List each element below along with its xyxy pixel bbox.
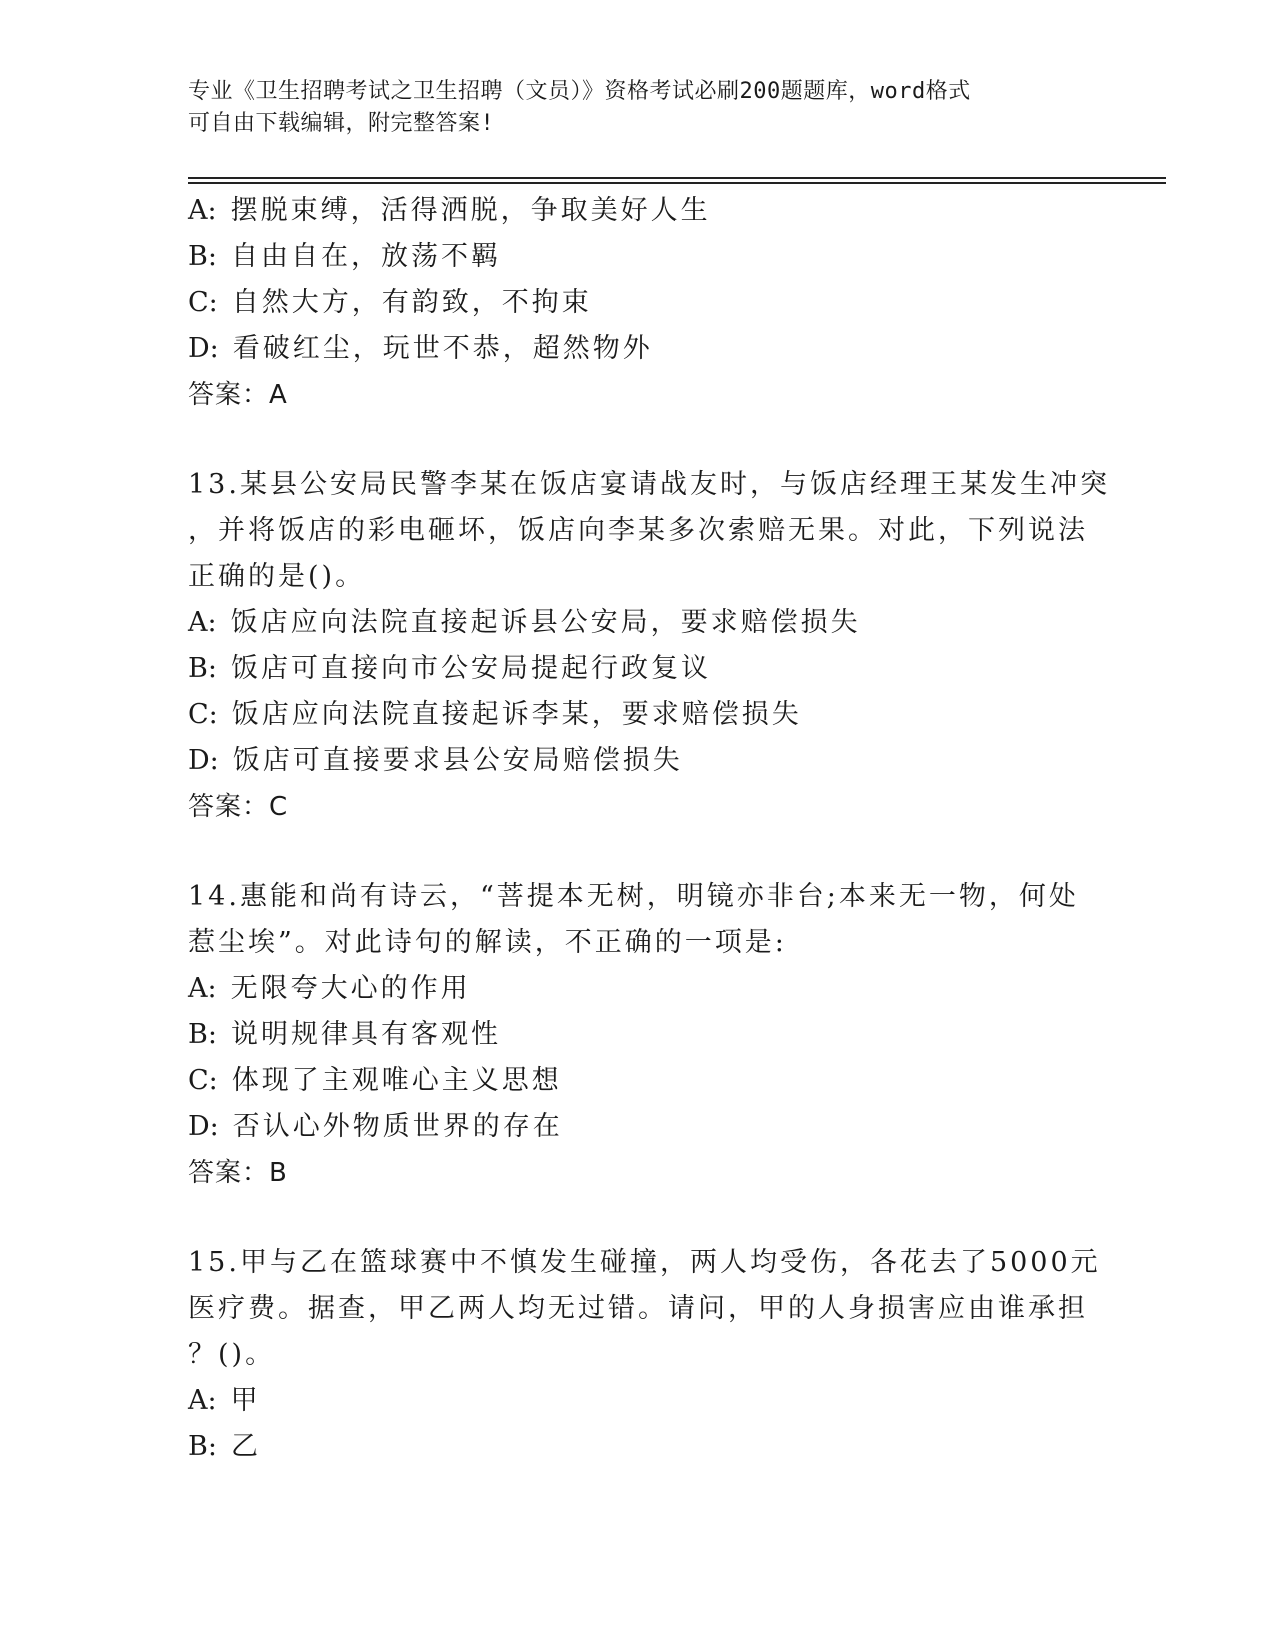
header-line-1: 专业《卫生招聘考试之卫生招聘（文员）》资格考试必刷200题题库，word格式 — [188, 79, 971, 104]
question-stem-line: 惹尘埃”。对此诗句的解读，不正确的一项是: — [188, 927, 787, 958]
question-stem-line: 13.某县公安局民警李某在饭店宴请战友时，与饭店经理王某发生冲突 — [188, 469, 1110, 500]
option-letter: D: — [188, 333, 219, 364]
option-letter: A: — [188, 195, 217, 226]
option-text: 无限夸大心的作用 — [230, 973, 471, 1004]
question-stem-line: ，并将饭店的彩电砸坏，饭店向李某多次索赔无果。对此，下列说法 — [188, 515, 1088, 546]
option-letter: B: — [188, 1431, 217, 1462]
option-letter: B: — [188, 653, 217, 684]
option-d — [188, 738, 1088, 784]
option-a — [188, 188, 1088, 234]
option-letter: A: — [188, 973, 217, 1004]
option-letter: C: — [188, 287, 218, 318]
option-letter: B: — [188, 241, 217, 272]
option-b — [188, 1424, 1088, 1470]
answer: 答案：B — [188, 1158, 288, 1188]
option-text: 自由自在，放荡不羁 — [230, 241, 501, 272]
option-a — [188, 600, 1088, 646]
option-text: 饭店可直接向市公安局提起行政复议 — [230, 653, 711, 684]
question-14 — [188, 874, 1088, 1196]
question-12 — [188, 188, 1088, 418]
question-stem-line: 正确的是()。 — [188, 561, 366, 592]
option-text: 摆脱束缚，活得洒脱，争取美好人生 — [230, 195, 711, 226]
option-text: 说明规律具有客观性 — [230, 1019, 501, 1050]
option-text: 饭店应向法院直接起诉李某，要求赔偿损失 — [231, 699, 802, 730]
option-text: 自然大方，有韵致，不拘束 — [231, 287, 592, 318]
option-letter: C: — [188, 1065, 218, 1096]
question-13 — [188, 462, 1110, 830]
question-stem-line: 15.甲与乙在篮球赛中不慎发生碰撞，两人均受伤，各花去了5000元 — [188, 1247, 1101, 1278]
option-b — [188, 646, 1088, 692]
answer: 答案：A — [188, 380, 288, 410]
question-15 — [188, 1240, 1101, 1470]
option-letter: D: — [188, 745, 219, 776]
option-letter: A: — [188, 1385, 217, 1416]
option-text: 否认心外物质世界的存在 — [232, 1111, 563, 1142]
option-c — [188, 1058, 1088, 1104]
option-text: 看破红尘，玩世不恭，超然物外 — [232, 333, 653, 364]
option-letter: A: — [188, 607, 217, 638]
header-rule-bottom — [188, 182, 1166, 184]
question-list — [188, 188, 1110, 1470]
option-letter: C: — [188, 699, 218, 730]
option-text: 乙 — [230, 1431, 261, 1462]
option-b — [188, 1012, 1088, 1058]
option-d — [188, 326, 1088, 372]
question-stem-line: ？()。 — [188, 1339, 276, 1370]
document-header — [188, 76, 1088, 140]
option-letter: B: — [188, 1019, 217, 1050]
option-a — [188, 1378, 1088, 1424]
option-c — [188, 692, 1088, 738]
answer: 答案：C — [188, 792, 289, 822]
option-c — [188, 280, 1088, 326]
header-rule-top — [188, 177, 1166, 179]
option-text: 饭店可直接要求县公安局赔偿损失 — [232, 745, 683, 776]
question-stem-line: 14.惠能和尚有诗云，“菩提本无树，明镜亦非台;本来无一物，何处 — [188, 881, 1079, 912]
option-d — [188, 1104, 1088, 1150]
option-a — [188, 966, 1088, 1012]
header-line-2: 可自由下载编辑，附完整答案! — [188, 111, 495, 136]
option-letter: D: — [188, 1111, 219, 1142]
option-text: 体现了主观唯心主义思想 — [231, 1065, 562, 1096]
question-stem-line: 医疗费。据查，甲乙两人均无过错。请问，甲的人身损害应由谁承担 — [188, 1293, 1088, 1324]
option-b — [188, 234, 1088, 280]
option-text: 甲 — [230, 1385, 261, 1416]
option-text: 饭店应向法院直接起诉县公安局，要求赔偿损失 — [230, 607, 861, 638]
